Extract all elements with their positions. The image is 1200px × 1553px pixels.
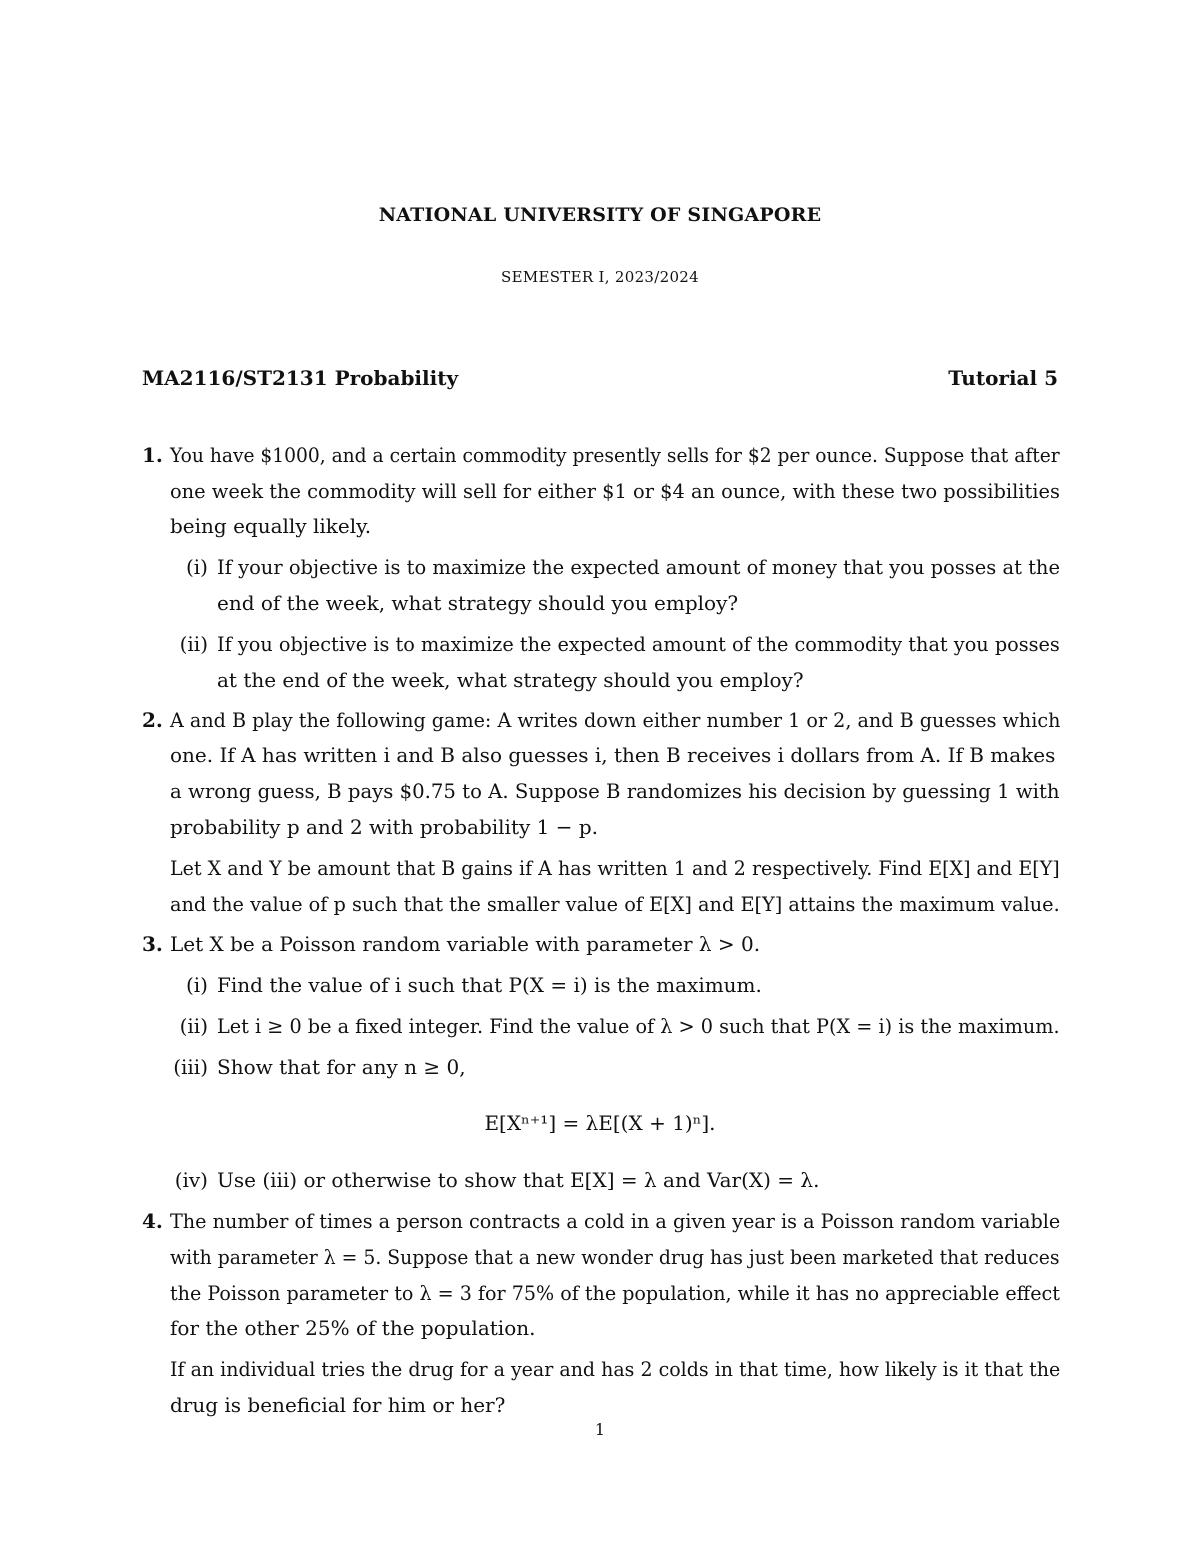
question-text: You have $1000, and a certain commodity presently sells for $2 per ounce. Suppose that after (170, 443, 1060, 467)
question-text: drug is beneficial for him or her? (170, 1393, 506, 1417)
question-text: one week the commodity will sell for either $1 or $4 an ounce, with these two possibilities (170, 479, 1060, 503)
subpart-label: (iii) (173, 1055, 208, 1079)
question-text: The number of times a person contracts a cold in a given year is a Poisson random variable (170, 1209, 1061, 1233)
question-text: Let X and Y be amount that B gains if A has written 1 and 2 respectively. Find E[X] and E[Y] (170, 856, 1060, 880)
semester-label: SEMESTER I, 2023/2024 (501, 268, 699, 286)
question-number: 4. (142, 1209, 163, 1233)
subpart-text: end of the week, what strategy should you employ? (217, 591, 739, 615)
subpart-text: Show that for any n ≥ 0, (217, 1055, 466, 1079)
question-text: with parameter λ = 5. Suppose that a new wonder drug has just been marketed that reduces (170, 1245, 1060, 1269)
subpart-text: If your objective is to maximize the expected amount of money that you posses at the (217, 555, 1060, 579)
subpart-text: at the end of the week, what strategy should you employ? (217, 668, 804, 692)
university-title: NATIONAL UNIVERSITY OF SINGAPORE (378, 204, 822, 226)
subpart-text: If you objective is to maximize the expected amount of the commodity that you posses (217, 632, 1060, 656)
question-text: for the other 25% of the population. (170, 1316, 536, 1340)
question-text: A and B play the following game: A writes down either number 1 or 2, and B guesses which (170, 708, 1061, 732)
question-text: and the value of p such that the smaller value of E[X] and E[Y] attains the maximum value. (170, 892, 1060, 916)
subpart-text: Find the value of i such that P(X = i) is the maximum. (217, 973, 762, 997)
course-title: MA2116/ST2131 Probability (142, 366, 459, 390)
tutorial-title: Tutorial 5 (948, 366, 1058, 390)
question-number: 3. (142, 932, 163, 956)
question-text: a wrong guess, B pays $0.75 to A. Suppose B randomizes his decision by guessing 1 with (170, 779, 1060, 803)
subpart-label: (i) (185, 555, 208, 579)
question-text: Let X be a Poisson random variable with parameter λ > 0. (170, 932, 761, 956)
question-text: If an individual tries the drug for a year and has 2 colds in that time, how likely is it that the (170, 1357, 1061, 1381)
subpart-text: Use (iii) or otherwise to show that E[X] = λ and Var(X) = λ. (217, 1168, 820, 1192)
equation: E[Xⁿ⁺¹] = λE[(X + 1)ⁿ]. (484, 1111, 716, 1135)
question-number: 2. (142, 708, 163, 732)
question-text: one. If A has written i and B also guesses i, then B receives i dollars from A. If B makes (170, 743, 1056, 767)
page-number: 1 (594, 1420, 606, 1439)
question-text: the Poisson parameter to λ = 3 for 75% of the population, while it has no appreciable effect (170, 1281, 1060, 1305)
question-text: being equally likely. (170, 514, 372, 538)
subpart-text: Let i ≥ 0 be a fixed integer. Find the value of λ > 0 such that P(X = i) is the maximum. (217, 1014, 1060, 1038)
subpart-label: (ii) (179, 1014, 208, 1038)
question-number: 1. (142, 443, 163, 467)
subpart-label: (i) (185, 973, 208, 997)
question-text: probability p and 2 with probability 1 − p. (170, 815, 598, 839)
subpart-label: (ii) (179, 632, 208, 656)
subpart-label: (iv) (174, 1168, 208, 1192)
